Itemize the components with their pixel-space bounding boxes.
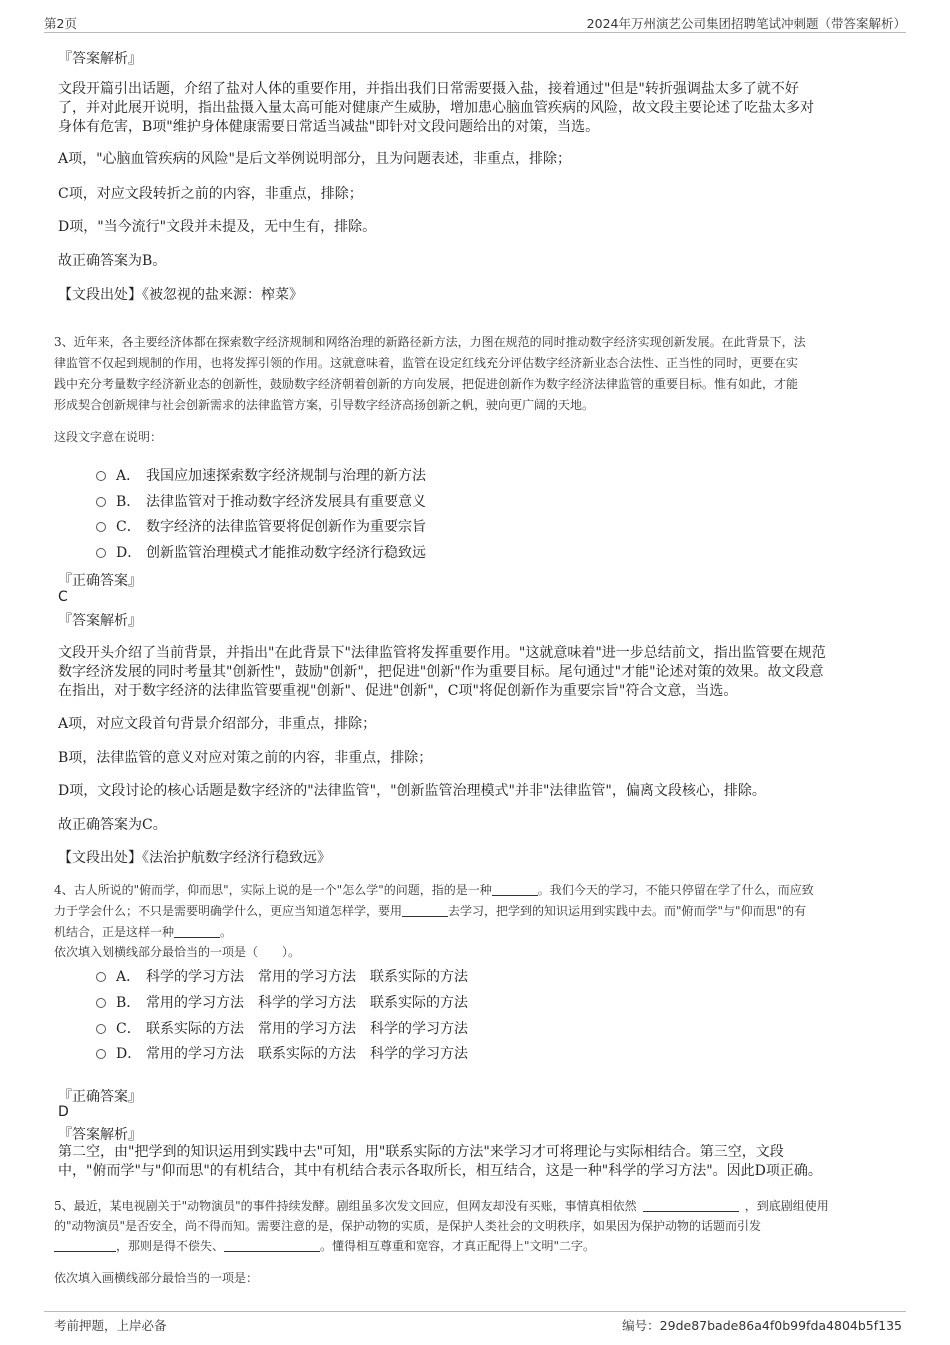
document-title: 2024年万州演艺公司集团招聘笔试冲刺题（带答案解析）	[586, 16, 906, 31]
q4-answer: D	[58, 1104, 69, 1120]
q3-analysis-line-3: 在指出，对于数字经济的法律监管要重视"创新"、促进"创新"，C项"将促创新作为重要宗旨"符合文意，当选。	[58, 683, 738, 699]
footer-slogan: 考前押题，上岸必备	[54, 1318, 167, 1333]
option-letter: B．	[116, 494, 141, 510]
q3-note-a: A项，对应文段首句背景介绍部分，非重点，排除；	[58, 716, 377, 732]
q3-answer: C	[58, 589, 68, 605]
q4-answer-label: 『正确答案』	[58, 1089, 142, 1105]
option-letter: A．	[116, 969, 141, 985]
blank-line	[643, 1199, 739, 1212]
q5-stem-line-1	[54, 1196, 829, 1217]
radio-icon[interactable]	[96, 1024, 106, 1034]
q3-analysis-label: 『答案解析』	[58, 613, 142, 629]
blank-line	[54, 1239, 116, 1252]
stem-text: 。懂得相互尊重和宽容，才真正配得上"文明"二字。	[320, 1239, 596, 1253]
radio-icon[interactable]	[96, 972, 106, 982]
radio-icon[interactable]	[96, 497, 106, 507]
q3-option-b[interactable]	[96, 491, 426, 511]
q3-stem-line-4: 形成契合创新规律与社会创新需求的法律监管方案，引导数字经济高扬创新之帆，驶向更广阔的天地。	[54, 398, 595, 412]
document-code	[622, 1316, 902, 1334]
q2-analysis-line-2: 了，并对此展开说明，指出盐摄入量太高可能对健康产生威胁，增加患心脑血管疾病的风险，故文段主要论述了吃盐太多对	[58, 100, 814, 116]
option-text: 联系实际的方法 常用的学习方法 科学的学习方法	[146, 1021, 468, 1037]
q4-analysis-line-2: 中，"俯而学"与"仰而思"的有机结合，其中有机结合表示各取所长，相互结合，这是一种"科学的学习方法"。因此D项正确。	[58, 1163, 822, 1179]
stem-text: 力于学会什么；不只是需要明确学什么，更应当知道怎样学，要用	[54, 904, 403, 918]
page-header	[44, 12, 906, 33]
stem-text: 5、最近，某电视剧关于"动物演员"的事件持续发酵。剧组虽多次发文回应，但网友却没有买账，事情真相依然	[54, 1199, 637, 1213]
q5-stem-line-2: 的"动物演员"是否安全，尚不得而知。需要注意的是，保护动物的实质，是保护人类社会的文明秩序，如果因为保护动物的话题而引发	[54, 1219, 762, 1233]
option-letter: A．	[116, 468, 141, 484]
stem-text: 去学习，把学到的知识运用到实践中去。而"俯而学"与"仰而思"的有	[448, 904, 807, 918]
q4-analysis-label: 『答案解析』	[58, 1127, 142, 1143]
option-letter: C．	[116, 519, 141, 535]
page-footer	[44, 1311, 906, 1334]
page-number: 第2页	[44, 16, 77, 31]
radio-icon[interactable]	[96, 471, 106, 481]
q3-note-b: B项，法律监管的意义对应对策之前的内容，非重点，排除；	[58, 750, 433, 766]
q3-option-d[interactable]	[96, 542, 426, 562]
q5-prompt: 依次填入画横线部分最恰当的一项是：	[54, 1271, 259, 1285]
option-letter: D．	[116, 1046, 142, 1062]
stem-text: ，到底剧组使用	[744, 1199, 829, 1213]
option-text: 数字经济的法律监管要将促创新作为重要宗旨	[146, 519, 426, 535]
stem-text: 机结合，正是这样一种	[54, 925, 175, 939]
code-label: 编号：	[622, 1318, 660, 1333]
option-text: 常用的学习方法 科学的学习方法 联系实际的方法	[146, 995, 468, 1011]
q4-analysis-line-1: 第二空，由"把学到的知识运用到实践中去"可知，用"联系实际的方法"来学习才可将理论与实际相结合。第三空，文段	[58, 1144, 784, 1160]
q3-option-a[interactable]	[96, 465, 426, 485]
blank-line	[224, 1239, 320, 1252]
q3-analysis-line-1: 文段开头介绍了当前背景，并指出"在此背景下"法律监管将发挥重要作用。"这就意味着"进一步总结前文，指出监管要在规范	[58, 645, 826, 661]
q4-option-b[interactable]	[96, 992, 468, 1012]
radio-icon[interactable]	[96, 1049, 106, 1059]
blank-line	[492, 883, 538, 896]
radio-icon[interactable]	[96, 998, 106, 1008]
q3-stem-line-2: 律监管不仅起到规制的作用，也将发挥引领的作用。这就意味着，监管在设定红线充分评估数字经济新业态合法性、正当性的同时，更要在实	[54, 356, 799, 370]
q3-analysis-line-2: 数字经济发展的同时考量其"创新性"，鼓励"创新"，把促进"创新"作为重要目标。尾句通过"才能"论述对策的效果。故文段意	[58, 664, 824, 680]
q4-stem-line-2	[54, 901, 806, 922]
stem-text: ，那则是得不偿失、	[116, 1239, 225, 1253]
code-value: 29de87bade86a4f0b99fda4804b5f135	[659, 1318, 902, 1333]
blank-line	[174, 925, 220, 938]
q4-prompt: 依次填入划横线部分最恰当的一项是（ ）。	[54, 945, 301, 959]
q5-stem-line-3	[54, 1236, 595, 1257]
q4-stem-line-3	[54, 922, 232, 943]
q2-conclusion: 故正确答案为B。	[58, 253, 167, 269]
q3-stem-line-1: 3、近年来，各主要经济体都在探索数字经济规制和网络治理的新路径新方法，力图在规范的同时推动数字经济实现创新发展。在此背景下，法	[54, 335, 806, 349]
q3-source: 【文段出处】《法治护航数字经济行稳致远》	[58, 850, 331, 866]
q4-option-d[interactable]	[96, 1043, 468, 1063]
option-text: 常用的学习方法 联系实际的方法 科学的学习方法	[146, 1046, 468, 1062]
option-text: 法律监管对于推动数字经济发展具有重要意义	[146, 494, 426, 510]
q2-analysis-line-3: 身体有危害，B项"维护身体健康需要日常适当减盐"即针对文段问题给出的对策，当选。	[58, 119, 600, 135]
blank-line	[402, 904, 448, 917]
q3-stem-line-3: 践中充分考量数字经济新业态的创新性，鼓励数字经济朝着创新的方向发展，把促进创新作为数字经济法律监管的重要目标。惟有如此，才能	[54, 377, 799, 391]
q4-stem-line-1	[54, 880, 814, 901]
q2-analysis-line-1: 文段开篇引出话题，介绍了盐对人体的重要作用，并指出我们日常需要摄入盐，接着通过"但是"转折强调盐太多了就不好	[58, 81, 799, 97]
option-text: 科学的学习方法 常用的学习方法 联系实际的方法	[146, 969, 468, 985]
q2-note-d: D项，"当今流行"文段并未提及，无中生有，排除。	[58, 219, 377, 235]
option-letter: B．	[116, 995, 141, 1011]
option-letter: C．	[116, 1021, 141, 1037]
q3-conclusion: 故正确答案为C。	[58, 817, 167, 833]
q2-note-a: A项，"心脑血管疾病的风险"是后文举例说明部分，且为问题表述，非重点，排除；	[58, 151, 571, 167]
q3-prompt: 这段文字意在说明：	[54, 430, 163, 444]
option-text: 创新监管治理模式才能推动数字经济行稳致远	[146, 545, 426, 561]
q2-source: 【文段出处】《被忽视的盐来源：榨菜》	[58, 287, 303, 303]
q2-note-c: C项，对应文段转折之前的内容，非重点，排除；	[58, 186, 363, 202]
stem-text: 。	[220, 925, 233, 939]
q3-option-c[interactable]	[96, 516, 426, 536]
q4-option-c[interactable]	[96, 1018, 468, 1038]
q4-option-a[interactable]	[96, 966, 468, 986]
option-letter: D．	[116, 545, 142, 561]
q3-note-d: D项，文段讨论的核心话题是数字经济的"法律监管"，"创新监管治理模式"并非"法律监管"，偏离文段核心，排除。	[58, 783, 766, 799]
radio-icon[interactable]	[96, 522, 106, 532]
option-text: 我国应加速探索数字经济规制与治理的新方法	[146, 468, 426, 484]
stem-text: 4、古人所说的"俯而学，仰而思"，实际上说的是一个"怎么学"的问题，指的是一种	[54, 883, 492, 897]
radio-icon[interactable]	[96, 548, 106, 558]
q3-answer-label: 『正确答案』	[58, 573, 142, 589]
q2-analysis-label: 『答案解析』	[58, 51, 142, 67]
stem-text: 。我们今天的学习，不能只停留在学了什么，而应致	[537, 883, 814, 897]
